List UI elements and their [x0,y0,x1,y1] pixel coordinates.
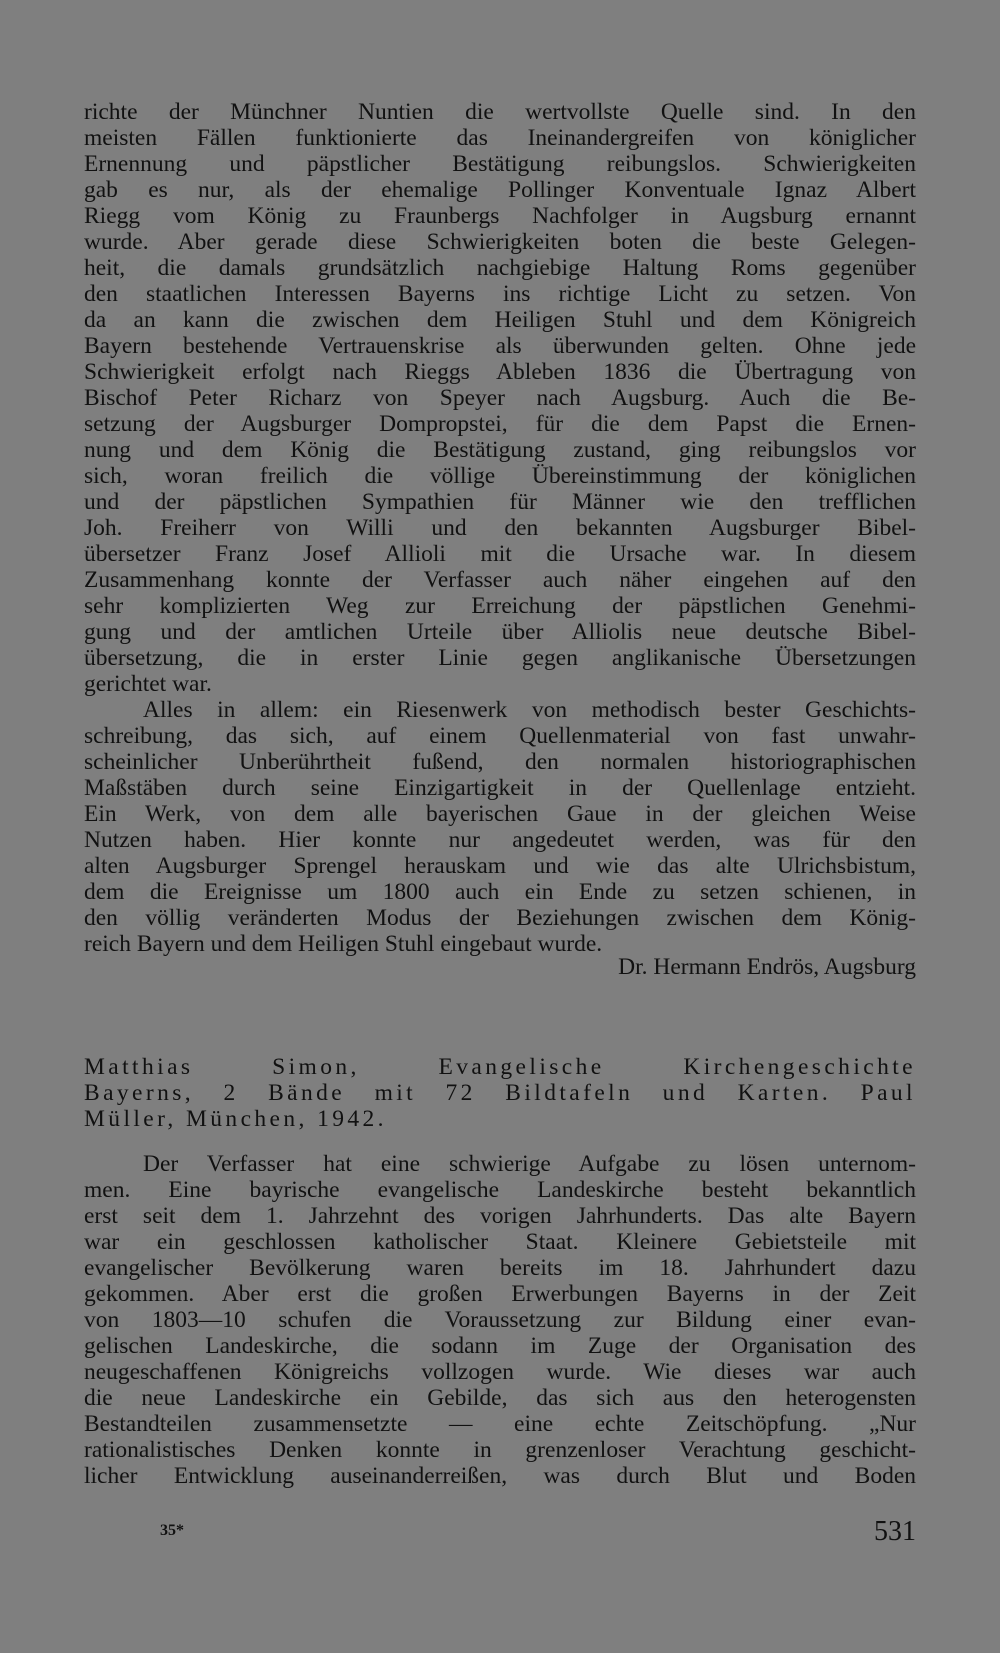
text-line: Nutzen haben. Hier konnte nur angedeutet werden, was für den [84,827,916,853]
text-line: den völlig veränderten Modus der Beziehungen zwischen dem König- [84,905,916,931]
text-line: Riegg vom König zu Fraunbergs Nachfolger in Augsburg ernannt [84,203,916,229]
text-line: Bayern bestehende Vertrauenskrise als überwunden gelten. Ohne jede [84,333,916,359]
text-line: scheinlicher Unberührtheit fußend, den normalen historiographischen [84,749,916,775]
text-line: übersetzer Franz Josef Allioli mit die Ursache war. In diesem [84,541,916,567]
text-line: richte der Münchner Nuntien die wertvollste Quelle sind. In den [84,99,916,125]
text-line: Ein Werk, von dem alle bayerischen Gaue in der gleichen Weise [84,801,916,827]
text-line: Maßstäben durch seine Einzigartigkeit in der Quellenlage entzieht. [84,775,916,801]
text-line: sich, woran freilich die völlige Übereinstimmung der königlichen [84,463,916,489]
text-line: die neue Landeskirche ein Gebilde, das sich aus den heterogensten [84,1385,916,1411]
text-line: gelischen Landeskirche, die sodann im Zuge der Organisation des [84,1333,916,1359]
text-line: gerichtet war. [84,671,212,697]
text-line: sehr komplizierten Weg zur Erreichung der päpstlichen Genehmi- [84,593,916,619]
review-text-1 [84,99,916,957]
text-line: Zusammenhang konnte der Verfasser auch näher eingehen auf den [84,567,916,593]
review-text-2 [84,1151,916,1489]
text-line: und der päpstlichen Sympathien für Männer wie den trefflichen [84,489,916,515]
text-line: gung und der amtlichen Urteile über Alliolis neue deutsche Bibel- [84,619,916,645]
text-line: gekommen. Aber erst die großen Erwerbungen Bayerns in der Zeit [84,1281,916,1307]
heading-line: Bayerns, 2 Bände mit 72 Bildtafeln und Karten. Paul [84,1080,916,1106]
text-line: neugeschaffenen Königreichs vollzogen wurde. Wie dieses war auch [84,1359,916,1385]
text-line: Der Verfasser hat eine schwierige Aufgabe zu lösen unternom- [143,1151,916,1177]
signature-mark: 35* [160,1522,184,1539]
text-line: Schwierigkeit erfolgt nach Rieggs Ableben 1836 die Übertragung von [84,359,916,385]
text-line: da an kann die zwischen dem Heiligen Stuhl und dem Königreich [84,307,916,333]
text-line: Bischof Peter Richarz von Speyer nach Augsburg. Auch die Be- [84,385,916,411]
text-line: Alles in allem: ein Riesenwerk von methodisch bester Geschichts- [143,697,916,723]
text-line: nung und dem König die Bestätigung zustand, ging reibungslos vor [84,437,916,463]
text-line: wurde. Aber gerade diese Schwierigkeiten boten die beste Gelegen- [84,229,916,255]
page-number: 531 [874,1516,916,1547]
text-line: erst seit dem 1. Jahrzehnt des vorigen Jahrhunderts. Das alte Bayern [84,1203,916,1229]
text-line: war ein geschlossen katholischer Staat. Kleinere Gebietsteile mit [84,1229,916,1255]
text-line: meisten Fällen funktionierte das Ineinandergreifen von königlicher [84,125,916,151]
text-line: licher Entwicklung auseinanderreißen, was durch Blut und Boden [84,1463,916,1489]
text-line: alten Augsburger Sprengel herauskam und wie das alte Ulrichsbistum, [84,853,916,879]
text-line: von 1803—10 schufen die Voraussetzung zur Bildung einer evan- [84,1307,916,1333]
text-line: den staatlichen Interessen Bayerns ins richtige Licht zu setzen. Von [84,281,916,307]
heading-line: Müller, München, 1942. [84,1106,387,1132]
heading-line: Matthias Simon, Evangelische Kirchengeschichte [84,1054,916,1080]
text-line: heit, die damals grundsätzlich nachgiebige Haltung Roms gegenüber [84,255,916,281]
text-line: schreibung, das sich, auf einem Quellenmaterial von fast unwahr- [84,723,916,749]
text-line: Joh. Freiherr von Willi und den bekannten Augsburger Bibel- [84,515,916,541]
book-citation-heading [84,1054,916,1132]
text-line: evangelischer Bevölkerung waren bereits im 18. Jahrhundert dazu [84,1255,916,1281]
text-line: übersetzung, die in erster Linie gegen anglikanische Übersetzungen [84,645,916,671]
reviewer-signature: Dr. Hermann Endrös, Augsburg [618,954,916,980]
text-line: men. Eine bayrische evangelische Landeskirche besteht bekanntlich [84,1177,916,1203]
text-line: gab es nur, als der ehemalige Pollinger Konventuale Ignaz Albert [84,177,916,203]
text-line: rationalistisches Denken konnte in grenzenloser Verachtung geschicht- [84,1437,916,1463]
text-line: dem die Ereignisse um 1800 auch ein Ende zu setzen schienen, in [84,879,916,905]
text-line: Bestandteilen zusammensetzte — eine echte Zeitschöpfung. „Nur [84,1411,916,1437]
text-line: setzung der Augsburger Dompropstei, für die dem Papst die Ernen- [84,411,916,437]
text-line: Ernennung und päpstlicher Bestätigung reibungslos. Schwierigkeiten [84,151,916,177]
text-line: reich Bayern und dem Heiligen Stuhl eingebaut wurde. [84,931,603,957]
